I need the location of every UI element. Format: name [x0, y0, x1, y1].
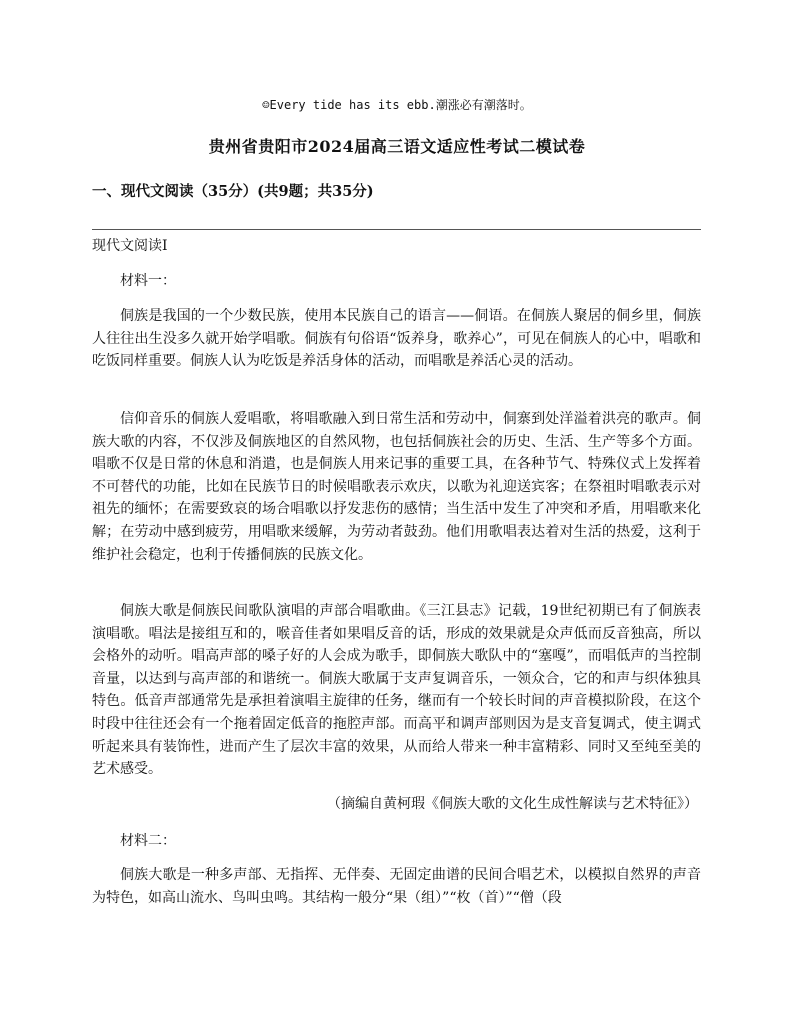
- paragraph-3: [92, 600, 701, 781]
- paragraph-1: [92, 305, 701, 373]
- paragraph-text: 侗族是我国的一个少数民族，使用本民族自己的语言——侗语。在侗族人聚居的侗乡里，侗族人往往出生没多久就开始学唱歌。侗族有句俗语“饭养身，歌养心”，可见在侗族人的心中，唱歌和吃饭同样重要。侗族人认为吃饭是养活身体的活动，而唱歌是养活心灵的活动。: [92, 308, 701, 370]
- paragraph-4: [92, 864, 701, 909]
- section-divider: [92, 229, 701, 230]
- paragraph-text: 侗族大歌是侗族民间歌队演唱的声部合唱歌曲。《三江县志》记载，19世纪初期已有了侗族表演唱歌。唱法是接组互和的，喉音佳者如果唱反音的话，形成的效果就是众声低而反音独高，所以会格外的动听。唱高声部的嗓子好的人会成为歌手，即侗族大歌队中的“塞嘎”，而唱低声的当控制音量，以达到与高声部的和谐统一。侗族大歌属于支声复调音乐，一领众合，它的和声与织体独具特色。低音声部通常先是承担着演唱主旋律的任务，继而有一个较长时间的声音模拟阶段，在这个时段中往往还会有一个拖着固定低音的拖腔声部。而高平和调声部则因为是支音复调式，使主调式听起来具有装饰性，进而产生了层次丰富的效果，从而给人带来一种丰富精彩、同时又至纯至美的艺术感受。: [92, 603, 701, 778]
- material-two-label: 材料二：: [120, 833, 176, 849]
- motto-header: ☺Every tide has its ebb.潮涨必有潮落时。: [262, 98, 532, 112]
- exam-title: 贵州省贵阳市2024届高三语文适应性考试二模试卷: [208, 137, 586, 156]
- source-citation: （摘编自黄柯瑕《侗族大歌的文化生成性解读与艺术特征》）: [327, 796, 698, 812]
- paragraph-2: [92, 408, 701, 566]
- paragraph-text: 侗族大歌是一种多声部、无指挥、无伴奏、无固定曲谱的民间合唱艺术，以模拟自然界的声音为特色，如高山流水、鸟叫虫鸣。其结构一般分“果（组）”“枚（首）”“僧（段: [92, 867, 701, 906]
- passage-label: 现代文阅读I: [92, 238, 168, 254]
- section-heading: 一、现代文阅读（35分）(共9题；共35分): [92, 183, 374, 200]
- material-one-label: 材料一：: [120, 273, 176, 289]
- paragraph-text: 信仰音乐的侗族人爱唱歌，将唱歌融入到日常生活和劳动中，侗寨到处洋溢着洪亮的歌声。侗族大歌的内容，不仅涉及侗族地区的自然风物，也包括侗族社会的历史、生活、生产等多个方面。唱歌不仅是日常的休息和消遣，也是侗族人用来记事的重要工具，在各种节气、特殊仪式上发挥着不可替代的功能，比如在民族节日的时候唱歌表示欢庆，以歌为礼迎送宾客；在祭祖时唱歌表示对祖先的缅怀；在需要致哀的场合唱歌以抒发悲伤的感情；当生活中发生了冲突和矛盾，用唱歌来化解；在劳动中感到疲劳，用唱歌来缓解，为劳动者鼓劲。他们用歌唱表达着对生活的热爱，这利于维护社会稳定，也利于传播侗族的民族文化。: [92, 411, 701, 563]
